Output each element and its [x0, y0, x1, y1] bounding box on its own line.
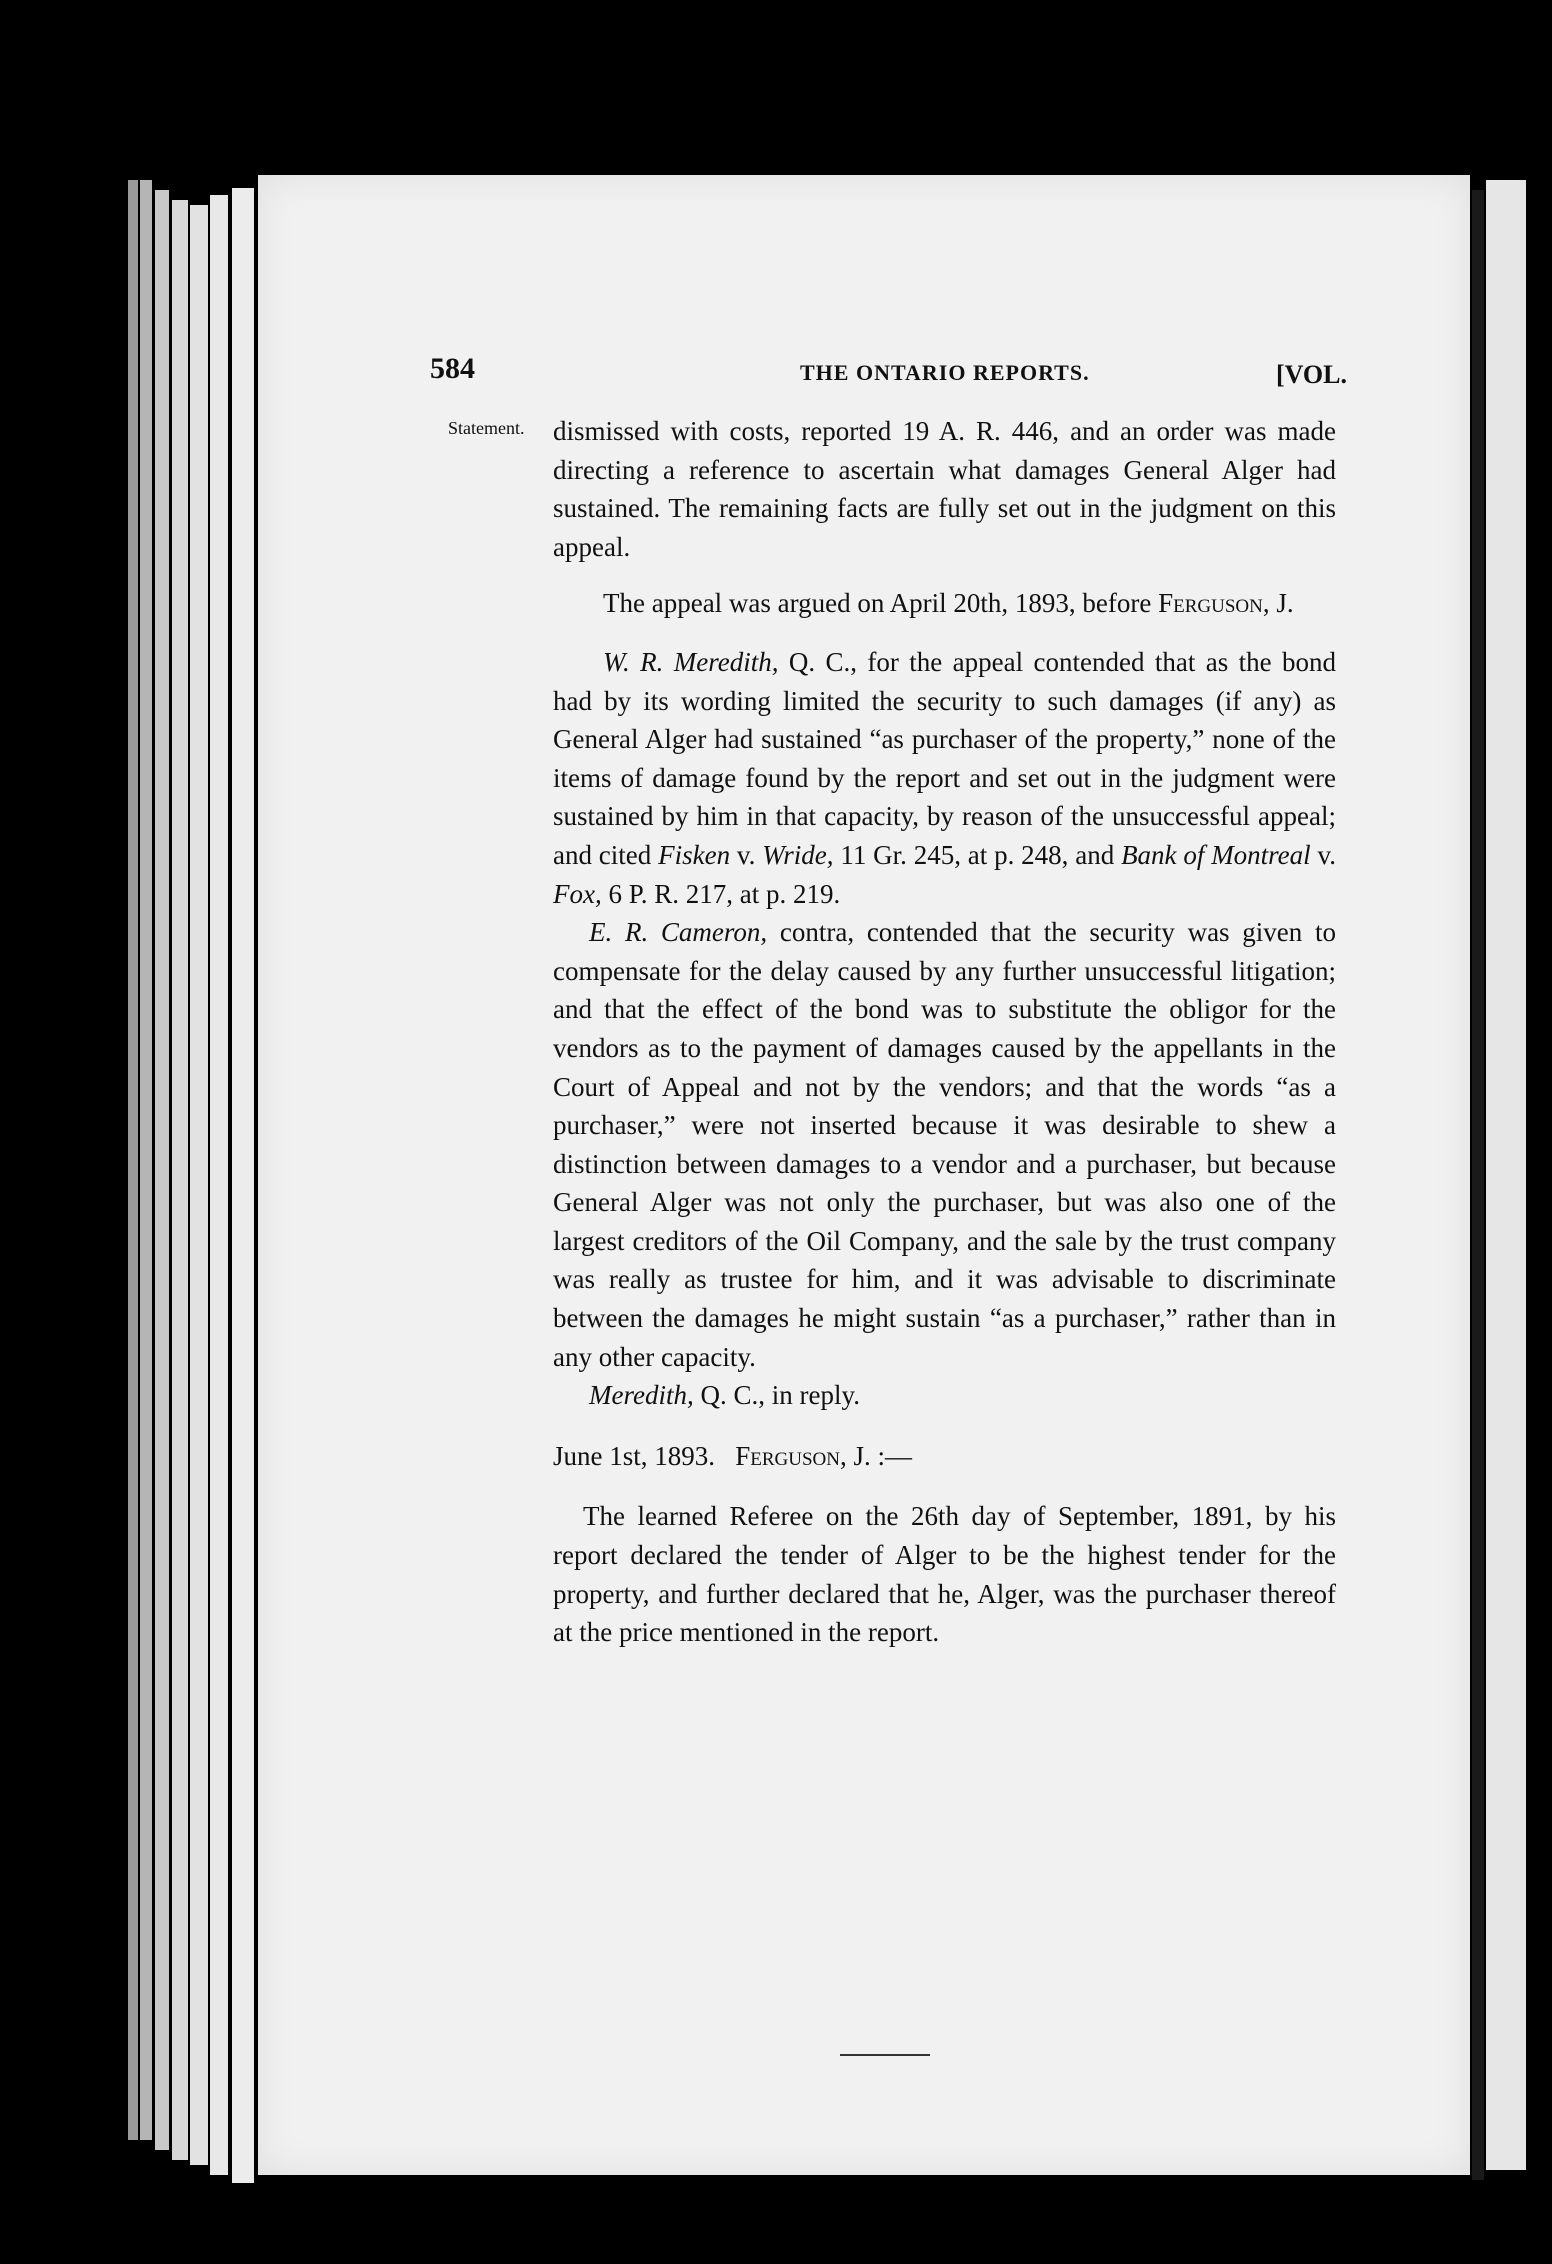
- footer-rule: [840, 2054, 930, 2056]
- paragraph-text: , J. :—: [840, 1440, 913, 1471]
- running-header: [430, 352, 1390, 402]
- page-number: 584: [430, 352, 475, 385]
- citation: 11 Gr. 245, at p. 248, and: [833, 839, 1122, 870]
- facing-page-edge: [1486, 180, 1526, 2170]
- counsel-name: W. R. Meredith,: [603, 646, 779, 677]
- paragraph-text: , J.: [1262, 588, 1294, 619]
- paragraph-text: Q. C., in reply.: [693, 1380, 860, 1411]
- volume-marker: [VOL.: [1276, 360, 1347, 389]
- body-text: [553, 412, 1336, 1652]
- paragraph-statement: dismissed with costs, reported 19 A. R. 446, and an order was made directing a reference to ascertain what damages General Alger had sustained. The remaining facts are fully set out in the judgment on this appeal.: [553, 416, 1336, 562]
- paragraph-argued: [553, 584, 1336, 623]
- page-edge: [232, 188, 254, 2183]
- paragraph-judgment: The learned Referee on the 26th day of September, 1891, by his report declared the tender of Alger to be the highest tender for the property, and further declared that he, Alger, was the purchaser thereof at the price mentioned in the report.: [553, 1501, 1336, 1648]
- judge-name: Ferguson: [1158, 588, 1263, 619]
- page-edge: [128, 180, 138, 2140]
- paragraph-appellant-argument: [553, 643, 1336, 913]
- paragraph-respondent-argument: [553, 913, 1336, 1376]
- case-name: Fox,: [553, 878, 602, 909]
- page-edge: [155, 190, 169, 2150]
- running-title: THE ONTARIO REPORTS.: [800, 360, 1090, 385]
- page-edge: [190, 205, 208, 2165]
- case-name: Wride,: [762, 839, 834, 870]
- paragraph-text: The appeal was argued on April 20th, 1893, before: [603, 588, 1159, 619]
- citation: 6 P. R. 217, at p. 219.: [601, 878, 841, 909]
- paragraph-text: Q. C., for the appeal contended that as the bond had by its wording limited the security to such damages (if any) as General Alger had sustained “as purchaser of the property,” none of the items of damage found by the report and set out in the judgment were sustained by him in that capacity, by reason of the unsuccessful appeal; and cited: [553, 646, 1336, 870]
- paragraph-text: v.: [1310, 839, 1336, 870]
- paragraph-text: v.: [730, 839, 763, 870]
- judge-name: Ferguson: [735, 1440, 840, 1471]
- case-name: Fisken: [658, 839, 731, 870]
- judgment-date-line: [553, 1437, 1336, 1476]
- judgment-date: June 1st, 1893.: [553, 1440, 715, 1471]
- counsel-name: E. R. Cameron,: [589, 917, 768, 948]
- paragraph-text: contra, contended that the security was given to compensate for the delay caused by any further unsuccessful litigation; and that the effect of the bond was to substitute the obligor for the vendors as to the payment of damages caused by the appellants in the Court of Appeal and not by the vendors; and that the words “as a purchaser,” were not inserted because it was desirable to shew a distinction between damages to a vendor and a purchaser, but because General Alger was not only the purchaser, but was also one of the largest creditors of the Oil Company, and the sale by the trust company was really as trustee for him, and it was advisable to discriminate between the damages he might sustain “as a purchaser,” rather than in any other capacity.: [553, 917, 1336, 1372]
- page-edge: [140, 180, 152, 2140]
- paragraph-reply: [553, 1376, 1336, 1415]
- counsel-name: Meredith,: [589, 1380, 694, 1411]
- case-name: Bank of Montreal: [1121, 839, 1311, 870]
- margin-note: Statement.: [448, 418, 525, 438]
- page-edge: [172, 200, 188, 2160]
- page-edge: [210, 195, 228, 2175]
- binding-gutter: [1472, 190, 1484, 2180]
